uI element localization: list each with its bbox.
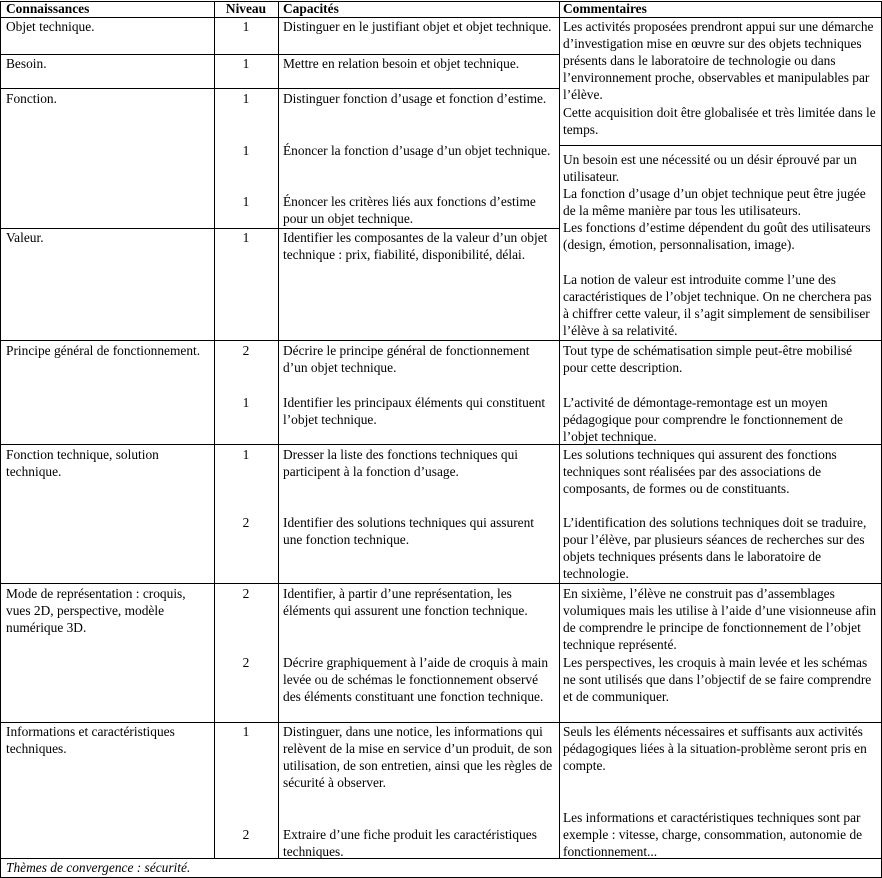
niveau-value: 2 bbox=[242, 515, 250, 530]
capacite-text: Énoncer les critères liés aux fonctions d’estime pour un objet technique. bbox=[283, 194, 536, 227]
connaissance-fonction-technique: Fonction technique, solution technique. bbox=[6, 447, 159, 480]
niveau-value: 2 bbox=[242, 343, 250, 358]
capacite-text: Distinguer fonction d’usage et fonction d’estime. bbox=[283, 91, 547, 106]
connaissance-informations: Informations et caractéristiques techniques. bbox=[6, 724, 175, 757]
capacite-text: Décrire graphiquement à l’aide de croquis à main levée ou de schémas le fonctionnement observé des éléments constituant une fonction technique. bbox=[283, 655, 549, 705]
niveau-value: 1 bbox=[242, 91, 250, 106]
header-capacites: Capacités bbox=[283, 1, 339, 16]
connaissance-mode-representation: Mode de représentation : croquis, vues 2D, perspective, modèle numérique 3D. bbox=[6, 586, 186, 636]
column-line bbox=[278, 1, 279, 858]
connaissance-principe-general: Principe général de fonctionnement. bbox=[6, 343, 201, 358]
niveau-value: 2 bbox=[242, 655, 250, 670]
column-line bbox=[0, 1, 1, 878]
niveau-value: 1 bbox=[242, 447, 250, 462]
capacite-text: Identifier, à partir d’une représentation, les éléments qui assurent une fonction technique. bbox=[283, 586, 528, 619]
capacite-text: Dresser la liste des fonctions techniques qui participent à la fonction d’usage. bbox=[283, 447, 519, 480]
commentaire-text: Les activités proposées prendront appui sur une démarche d’investigation mise en œuvre sur des objets techniques présents dans le laboratoire de technologie ou dans l’environnement proche, observables et manipulables par l’élève. bbox=[563, 19, 874, 103]
row-line bbox=[0, 340, 882, 341]
row-line bbox=[0, 583, 882, 584]
capacite-text: Décrire le principe général de fonctionnement d’un objet technique. bbox=[283, 343, 530, 376]
capacite-text: Distinguer en le justifiant objet et objet technique. bbox=[283, 19, 552, 34]
connaissance-objet-technique: Objet technique. bbox=[6, 19, 95, 34]
header-niveau: Niveau bbox=[225, 1, 267, 16]
niveau-value: 1 bbox=[242, 143, 250, 158]
capacite-text: Identifier des solutions techniques qui assurent une fonction technique. bbox=[283, 515, 535, 548]
capacite-text: Mettre en relation besoin et objet technique. bbox=[283, 56, 520, 71]
niveau-value: 1 bbox=[242, 395, 250, 410]
themes-convergence-footer: Thèmes de convergence : sécurité. bbox=[6, 860, 191, 875]
commentaire-text: Les solutions techniques qui assurent des fonctions techniques sont réalisées par des associations de composants, de formes ou de constituants. bbox=[563, 447, 837, 497]
capacite-text: Extraire d’une fiche produit les caractéristiques techniques. bbox=[283, 827, 537, 860]
commentaire-text: La fonction d’usage d’un objet technique peut être jugée de la même manière par tous les utilisateurs. bbox=[563, 186, 866, 219]
niveau-value: 2 bbox=[242, 586, 250, 601]
niveau-value: 1 bbox=[242, 194, 250, 209]
connaissance-besoin: Besoin. bbox=[6, 56, 47, 71]
commentaire-text: Un besoin est une nécessité ou un désir éprouvé par un utilisateur. bbox=[563, 152, 857, 185]
commentaire-text: Cette acquisition doit être globalisée et très limitée dans le temps. bbox=[563, 105, 876, 138]
capacite-text: Distinguer, dans une notice, les informations qui relèvent de la mise en service d’un produit, de son utilisation, de son entretien, ainsi que les règles de sécurité à observer. bbox=[283, 724, 553, 791]
capacite-text: Énoncer la fonction d’usage d’un objet technique. bbox=[283, 143, 551, 158]
niveau-value: 1 bbox=[242, 56, 250, 71]
commentaire-text: Seuls les éléments nécessaires et suffisants aux activités pédagogiques liées à la situation-problème seront pris en compte. bbox=[563, 724, 867, 774]
niveau-value: 1 bbox=[242, 724, 250, 739]
capacite-text: Identifier les principaux éléments qui constituent l’objet technique. bbox=[283, 395, 546, 428]
commentaire-text: Tout type de schématisation simple peut-être mobilisé pour cette description. bbox=[563, 343, 853, 376]
commentaire-text: Les informations et caractéristiques techniques sont par exemple : vitesse, charge, consommation, autonomie de fonctionnement... bbox=[563, 810, 863, 860]
commentaire-text: Les perspectives, les croquis à main levée et les schémas ne sont utilisés que dans l’objectif de se faire comprendre et de communiquer. bbox=[563, 655, 872, 705]
connaissance-fonction: Fonction. bbox=[6, 91, 57, 106]
niveau-value: 2 bbox=[242, 827, 250, 842]
commentaire-text: La notion de valeur est introduite comme l’une des caractéristiques de l’objet technique. On ne cherchera pas à chiffrer cette valeur, il s’agit simplement de sensibiliser l’élève à sa relativité. bbox=[563, 272, 872, 339]
row-line bbox=[0, 88, 559, 89]
header-connaissances: Connaissances bbox=[6, 1, 90, 16]
commentaire-text: L’identification des solutions techniques doit se traduire, pour l’élève, par plusieurs séances de recherches sur des objets techniques présents dans le laboratoire de technologie. bbox=[563, 515, 867, 582]
niveau-value: 1 bbox=[242, 230, 250, 245]
commentaire-text: Les fonctions d’estime dépendent du goût des utilisateurs (design, émotion, personnalisation, image). bbox=[563, 220, 871, 253]
row-line bbox=[559, 145, 882, 146]
header-commentaires: Commentaires bbox=[563, 1, 647, 16]
commentaire-text: En sixième, l’élève ne construit pas d’assemblages volumiques mais les utilise à l’aide d’une visionneuse afin de comprendre le principe de fonctionnement de l’objet technique représenté. bbox=[563, 586, 877, 653]
niveau-value: 1 bbox=[242, 19, 250, 34]
connaissance-valeur: Valeur. bbox=[6, 230, 44, 245]
column-line bbox=[559, 1, 560, 858]
capacite-text: Identifier les composantes de la valeur d’un objet technique : prix, fiabilité, disponibilité, délai. bbox=[283, 230, 548, 263]
commentaire-text: L’activité de démontage-remontage est un moyen pédagogique pour comprendre le fonctionnement de l’objet technique. bbox=[563, 395, 843, 445]
